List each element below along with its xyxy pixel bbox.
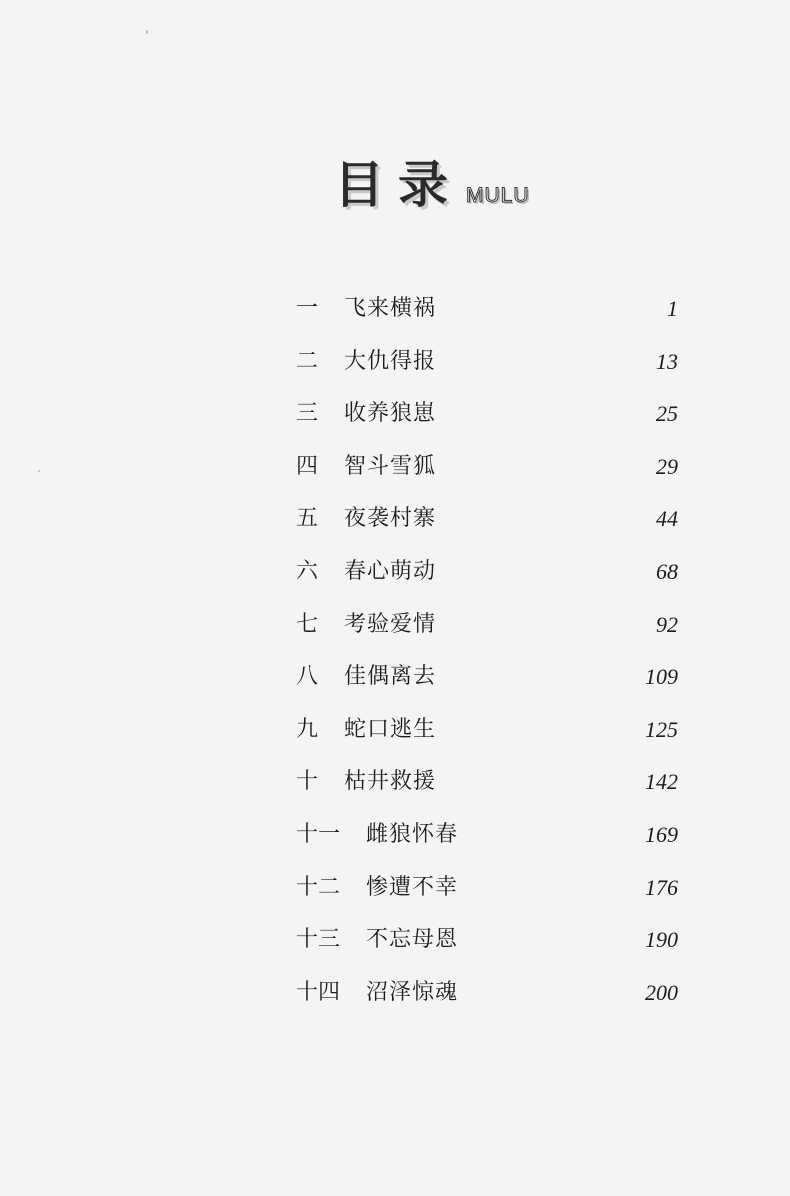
chapter-title: 蛇口逃生 bbox=[344, 716, 437, 742]
chapter-title: 春心萌动 bbox=[344, 559, 437, 584]
chapter-title: 智斗雪狐 bbox=[344, 453, 437, 479]
page-number: 109 bbox=[645, 664, 678, 690]
page-number: 190 bbox=[645, 927, 678, 953]
page-number: 25 bbox=[656, 401, 678, 427]
chapter-number: 十一 bbox=[296, 822, 341, 847]
toc-row bbox=[0, 973, 790, 1013]
toc-row bbox=[0, 815, 790, 855]
chapter-number: 十三 bbox=[296, 927, 341, 953]
page-number: 1 bbox=[667, 296, 678, 321]
toc-row bbox=[0, 447, 790, 487]
page-number: 200 bbox=[645, 979, 678, 1005]
chapter-title: 大仇得报 bbox=[344, 348, 437, 374]
chapter-title: 收养狼崽 bbox=[344, 401, 437, 427]
chapter-number: 四 bbox=[296, 453, 319, 479]
chapter-number: 十二 bbox=[296, 874, 341, 900]
toc-row bbox=[0, 605, 790, 645]
chapter-title: 沼泽惊魂 bbox=[366, 979, 459, 1005]
chapter-number: 二 bbox=[296, 348, 319, 374]
chapter-number: 十四 bbox=[296, 979, 341, 1005]
toc-row bbox=[0, 552, 790, 592]
chapter-title: 考验爱情 bbox=[344, 611, 437, 637]
chapter-title: 枯井救援 bbox=[344, 769, 437, 795]
page-number: 13 bbox=[656, 348, 678, 374]
chapter-number: 五 bbox=[296, 506, 319, 532]
chapter-number: 九 bbox=[296, 716, 319, 742]
toc-row bbox=[0, 920, 790, 960]
page-number: 44 bbox=[656, 506, 678, 532]
page-number: 169 bbox=[645, 822, 678, 847]
chapter-number: 十 bbox=[296, 769, 319, 795]
chapter-number: 六 bbox=[296, 559, 319, 584]
toc-row bbox=[0, 289, 790, 329]
toc-row bbox=[0, 710, 790, 750]
chapter-number: 八 bbox=[296, 664, 319, 690]
toc-row bbox=[0, 868, 790, 908]
toc-row bbox=[0, 342, 790, 382]
chapter-title: 惨遭不幸 bbox=[366, 874, 459, 900]
page-number: 142 bbox=[645, 769, 678, 795]
page-number: 125 bbox=[645, 716, 678, 742]
page-number: 29 bbox=[656, 453, 678, 479]
toc-row bbox=[0, 657, 790, 697]
toc-row bbox=[0, 762, 790, 802]
chapter-number: 一 bbox=[296, 296, 319, 321]
title-pinyin: MULU bbox=[466, 184, 530, 207]
toc-row bbox=[0, 394, 790, 434]
chapter-title: 飞来横祸 bbox=[344, 296, 437, 321]
chapter-number: 三 bbox=[296, 401, 319, 427]
chapter-title: 佳偶离去 bbox=[344, 664, 437, 690]
toc-row bbox=[0, 499, 790, 539]
chapter-title: 不忘母恩 bbox=[366, 927, 459, 953]
title-chinese: 目录 bbox=[334, 156, 462, 214]
chapter-title: 雌狼怀春 bbox=[366, 822, 459, 847]
chapter-title: 夜袭村寨 bbox=[344, 506, 437, 532]
page-number: 68 bbox=[656, 559, 678, 584]
page-number: 92 bbox=[656, 611, 678, 637]
page-number: 176 bbox=[645, 874, 678, 900]
chapter-number: 七 bbox=[296, 611, 319, 637]
